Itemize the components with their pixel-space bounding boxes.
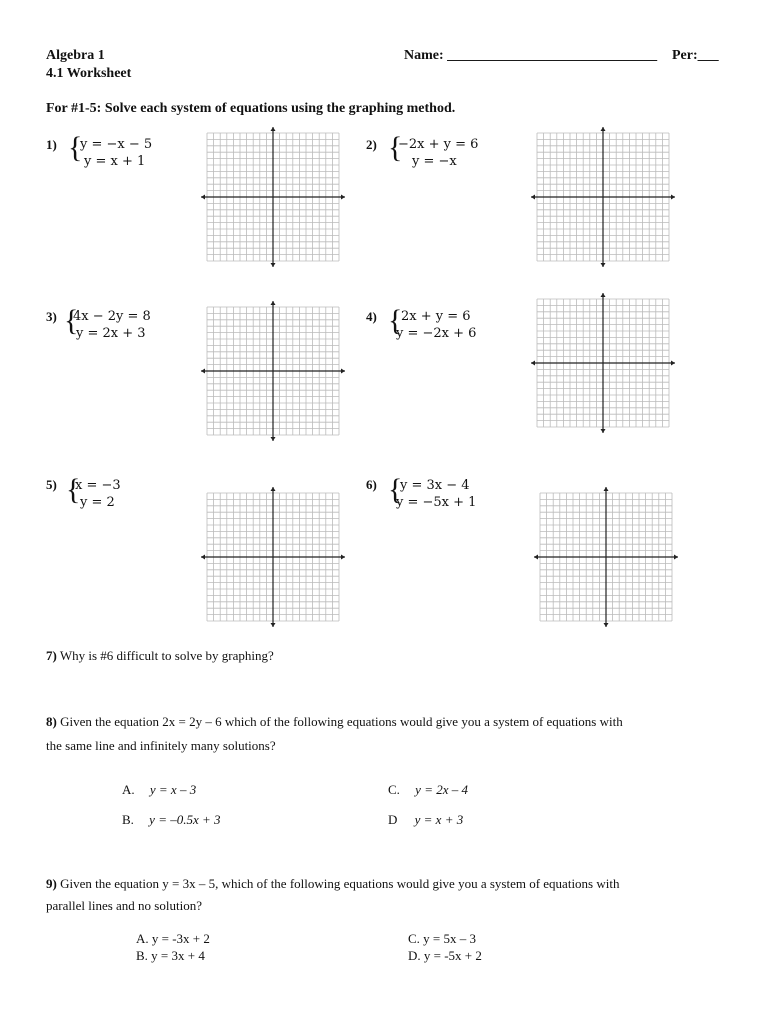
instructions: For #1-5: Solve each system of equations using the graphing method. (46, 101, 456, 116)
equation-1: y = 3x − 4 (400, 478, 470, 493)
option-equation: y = -3x + 2 (151, 931, 210, 946)
question-8 (46, 714, 623, 730)
y-axis-arrow-down (601, 429, 606, 433)
system-brace: { (68, 131, 83, 164)
problem-number: 3) (46, 309, 57, 324)
answer-option-c[interactable] (408, 931, 476, 947)
equation-2: y = 2 (80, 495, 115, 510)
x-axis-arrow-right (674, 555, 678, 560)
x-axis-arrow-left (531, 195, 535, 200)
question-9-continued: parallel lines and no solution? (46, 898, 202, 913)
problem-number: 6) (366, 477, 377, 492)
equation-2: y = x + 1 (84, 154, 146, 169)
coordinate-grid-3[interactable] (200, 300, 346, 442)
option-equation: y = x – 3 (149, 782, 197, 797)
question-8-continued: the same line and infinitely many solutions? (46, 738, 276, 753)
option-letter: A. (122, 782, 135, 797)
equation-1: 2x + y = 6 (401, 309, 471, 324)
question-text: Given the equation y = 3x – 5, which of the following equations would give you a system of equations with (60, 876, 620, 891)
x-axis-arrow-right (341, 369, 345, 374)
problem-number: 4) (366, 309, 377, 324)
system-brace: { (388, 131, 403, 164)
coordinate-grid-1[interactable] (200, 126, 346, 268)
option-letter: D (388, 812, 398, 827)
option-letter: B. (136, 948, 148, 963)
answer-option-d[interactable] (408, 948, 482, 964)
question-7 (46, 648, 274, 664)
y-axis-arrow-up (601, 293, 606, 297)
option-equation: y = 5x – 3 (423, 931, 477, 946)
option-equation: y = 3x + 4 (151, 948, 205, 963)
y-axis-arrow-up (271, 127, 276, 131)
question-text: Given the equation 2x = 2y – 6 which of the following equations would give you a system of equations with (60, 714, 623, 729)
x-axis-arrow-left (534, 555, 538, 560)
equation-2: y = −5x + 1 (396, 495, 477, 510)
answer-option-b[interactable] (122, 812, 221, 828)
answer-option-d[interactable] (388, 812, 463, 828)
question-number: 7) (46, 648, 57, 663)
option-equation: y = -5x + 2 (423, 948, 482, 963)
y-axis-arrow-down (601, 263, 606, 267)
x-axis-arrow-left (531, 361, 535, 366)
answer-option-a[interactable] (136, 931, 210, 947)
system-brace: { (64, 304, 79, 337)
period-field[interactable]: Per:___ (672, 48, 719, 63)
x-axis-arrow-right (671, 195, 675, 200)
answer-option-a[interactable] (122, 782, 196, 798)
question-number: 8) (46, 714, 57, 729)
option-letter: D. (408, 948, 421, 963)
x-axis-arrow-right (341, 555, 345, 560)
coordinate-grid-2[interactable] (530, 126, 676, 268)
option-letter: C. (408, 931, 420, 946)
y-axis-arrow-down (271, 437, 276, 441)
y-axis-arrow-up (604, 487, 609, 491)
equation-1: y = −x − 5 (80, 137, 153, 152)
y-axis-arrow-down (271, 263, 276, 267)
option-letter: A. (136, 931, 149, 946)
x-axis-arrow-right (671, 361, 675, 366)
x-axis-arrow-left (201, 195, 205, 200)
x-axis-arrow-right (341, 195, 345, 200)
course-title: Algebra 1 (46, 48, 105, 63)
equation-2: y = −2x + 6 (396, 326, 477, 341)
option-letter: C. (388, 782, 400, 797)
coordinate-grid-5[interactable] (200, 486, 346, 628)
y-axis-arrow-up (271, 487, 276, 491)
equation-1: 4x − 2y = 8 (73, 309, 151, 324)
question-9 (46, 876, 619, 892)
answer-option-b[interactable] (136, 948, 205, 964)
equation-1: x = −3 (75, 478, 121, 493)
problem-number: 5) (46, 477, 57, 492)
system-brace: { (388, 473, 403, 506)
system-brace: { (388, 304, 403, 337)
problem-number: 2) (366, 137, 377, 152)
y-axis-arrow-down (604, 623, 609, 627)
x-axis-arrow-left (201, 555, 205, 560)
y-axis-arrow-up (271, 301, 276, 305)
y-axis-arrow-up (601, 127, 606, 131)
coordinate-grid-6[interactable] (533, 486, 679, 628)
question-number: 9) (46, 876, 57, 891)
answer-option-c[interactable] (388, 782, 468, 798)
x-axis-arrow-left (201, 369, 205, 374)
y-axis-arrow-down (271, 623, 276, 627)
option-equation: y = 2x – 4 (415, 782, 468, 797)
problem-number: 1) (46, 137, 57, 152)
equation-2: y = 2x + 3 (76, 326, 146, 341)
name-field[interactable]: Name: ______________________________ (404, 48, 658, 63)
worksheet-title: 4.1 Worksheet (46, 66, 132, 81)
system-brace: { (66, 473, 81, 506)
option-letter: B. (122, 812, 134, 827)
option-equation: y = x + 3 (414, 812, 464, 827)
equation-1: −2x + y = 6 (398, 137, 479, 152)
option-equation: y = –0.5x + 3 (149, 812, 221, 827)
question-text: Why is #6 difficult to solve by graphing? (59, 648, 274, 663)
equation-2: y = −x (412, 154, 457, 169)
coordinate-grid-4[interactable] (530, 292, 676, 434)
